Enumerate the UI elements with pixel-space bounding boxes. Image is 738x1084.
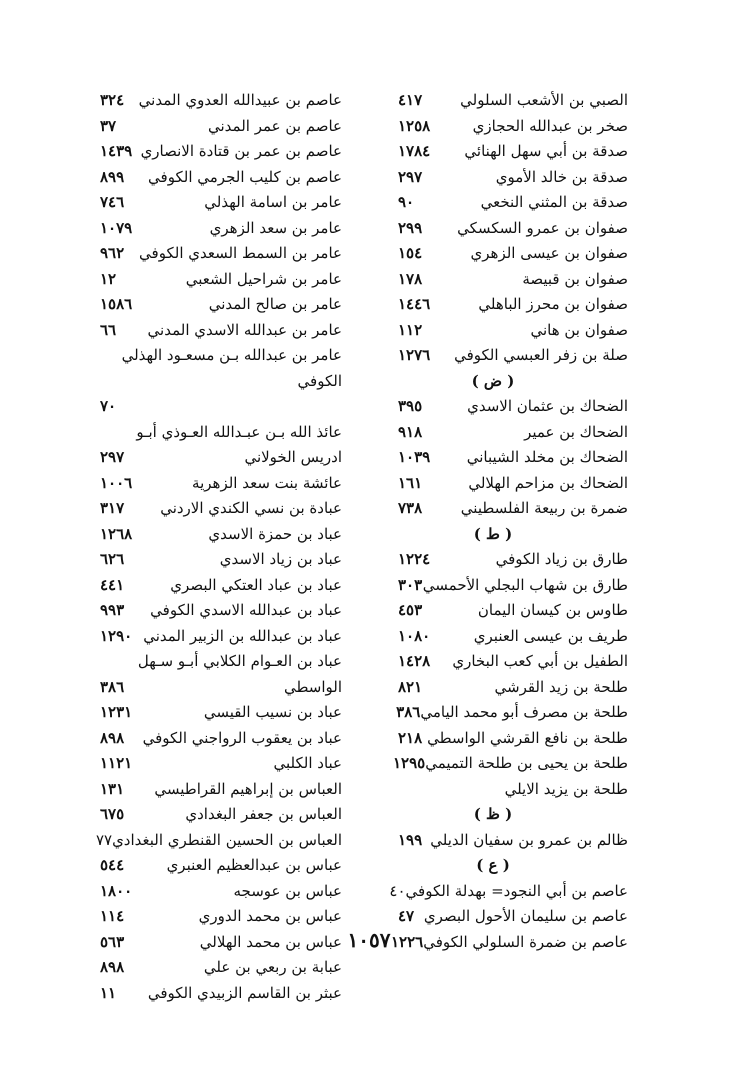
entry-page-number: ١٢٥٨: [398, 116, 431, 135]
section-letter-heading: ( ظ ): [473, 805, 513, 823]
entry-name: طلحة بن مصرف أبو محمد اليامي: [420, 703, 628, 721]
entry-page-number: ١٠٣٩: [398, 448, 431, 466]
entry-name: صفوان بن محرز الباهلي: [478, 295, 628, 313]
entry-page-number: ١٦١: [398, 473, 423, 492]
entry-name: عامر بن عبدالله الاسدي المدني: [147, 320, 342, 339]
index-entry: [100, 649, 342, 675]
entry-name: عباس بن عبدالعظيم العنبري: [166, 856, 342, 874]
index-entry: [100, 624, 342, 650]
index-entry: [100, 904, 342, 930]
entry-page-number: ٧٣٨: [398, 499, 423, 517]
index-entry: [398, 241, 628, 267]
section-letter-heading: ( ض ): [471, 371, 515, 390]
entry-name: طلحة بن زيد القرشي: [494, 677, 628, 696]
index-entry: [100, 522, 342, 548]
entry-name: العباس بن جعفر البغدادي: [185, 805, 342, 823]
entry-name: صفوان بن عيسى الزهري: [470, 244, 628, 262]
entry-name: عائذ الله بـن عبـدالله العـوذي أبـو: [136, 422, 342, 441]
index-entry: [398, 318, 628, 344]
index-entry: [398, 828, 628, 854]
entry-page-number: ٩٩٣: [100, 601, 125, 619]
entry-name: الصبي بن الأشعب السلولي: [460, 91, 628, 109]
index-entry: [398, 292, 628, 318]
entry-name: عباس بن محمد الدوري: [198, 907, 342, 925]
index-entry: [100, 292, 342, 318]
index-entry: [398, 598, 628, 624]
entry-name: عامر بن عبدالله بـن مسعـود الهذلي: [121, 346, 342, 364]
index-entry: [398, 114, 628, 140]
entry-page-number: ٣٨٦: [396, 703, 421, 721]
index-entry: [100, 496, 342, 522]
entry-name: صدقة بن خالد الأموي: [495, 167, 628, 186]
entry-page-number: ١١٤: [100, 907, 125, 925]
index-entry: [398, 165, 628, 191]
entry-page-number: ١٩٩: [398, 830, 423, 849]
entry-page-number: ١٥٨٦: [100, 295, 133, 313]
entry-name: عامر بن سعد الزهري: [209, 218, 342, 237]
entry-name: عباد بن عبدالله بن الزبير المدني: [143, 626, 342, 645]
index-entry: [100, 394, 342, 420]
entry-page-number: ٣٢٤: [100, 91, 125, 109]
entry-name: صلة بن زفر العبسي الكوفي: [454, 346, 628, 364]
index-entry: [100, 88, 342, 114]
entry-page-number: ١٢٩٠: [100, 626, 133, 645]
index-entry: [100, 165, 342, 191]
entry-page-number: ٥٦٣: [100, 932, 125, 951]
entry-name: عامر بن اسامة الهذلي: [204, 193, 342, 211]
entry-name: عباد بن حمزة الاسدي: [208, 524, 342, 543]
index-entry: [398, 394, 628, 420]
index-entry: [398, 700, 628, 726]
entry-name: عاصم بن عمر المدني: [208, 116, 342, 135]
entry-name: عباس بن عوسجه: [233, 881, 342, 900]
index-entry: [398, 904, 628, 930]
right-column: [389, 88, 628, 955]
entry-name: عباد بن العـوام الكلابي أبـو سـهل: [137, 652, 342, 670]
index-entry: [100, 114, 342, 140]
entry-name: صفوان بن هاني: [530, 320, 628, 339]
entry-page-number: ٢٩٩: [398, 218, 423, 237]
index-entry: [100, 777, 342, 803]
entry-name: عبثر بن القاسم الزبيدي الكوفي: [147, 983, 342, 1002]
entry-page-number: ٢٩٧: [398, 167, 423, 186]
entry-name: طارق بن زياد الكوفي: [495, 550, 628, 568]
entry-page-number: ١٢٢٦: [390, 932, 424, 951]
index-entry: [100, 675, 342, 701]
entry-page-number: ١٨٠٠: [100, 881, 133, 900]
index-entry: [100, 751, 342, 777]
entry-page-number: ١٠٠٦: [100, 473, 133, 492]
entry-name: عاصم بن أبي النجود= بهدلة الكوفي٤٠: [389, 881, 628, 900]
entry-name: ظالم بن عمرو بن سفيان الديلي: [430, 830, 628, 849]
section-letter-heading: ( ع ): [476, 856, 510, 874]
entry-page-number: ١٣١: [100, 779, 125, 798]
index-entry: [100, 420, 342, 446]
entry-name: طلحة بن نافع القرشي الواسطي: [427, 728, 628, 747]
entry-page-number: ١٠٧٩: [100, 218, 133, 237]
entry-page-number: ٥٤٤: [100, 856, 125, 874]
entry-name: عبابة بن ربعي بن علي: [203, 958, 342, 976]
entry-page-number: ١٠٨٠: [398, 626, 431, 645]
entry-page-number: ٢٩٧: [100, 448, 125, 466]
section-letter-heading: ( ط ): [473, 524, 513, 543]
entry-page-number: ٤٤١: [100, 575, 125, 594]
entry-page-number: ٤١٧: [398, 91, 423, 109]
index-entry: [398, 675, 628, 701]
index-entry: [398, 726, 628, 752]
index-entry: [389, 879, 628, 905]
entry-page-number: ٤٥٣: [398, 601, 423, 619]
entry-name: صفوان بن قبيصة: [522, 269, 628, 288]
entry-name: الضحاك بن مخلد الشيباني: [466, 448, 628, 466]
index-entry: [398, 547, 628, 573]
entry-page-number: ٢١٨: [398, 728, 423, 747]
index-entry: [100, 190, 342, 216]
index-entry: [100, 343, 342, 369]
index-entry: [398, 420, 628, 446]
entry-name: الضحاك بن عمير: [524, 422, 628, 441]
index-entry: [398, 777, 628, 803]
entry-page-number: ١٢٢٤: [398, 550, 431, 568]
index-entry: [100, 445, 342, 471]
entry-page-number: ١١: [100, 983, 117, 1002]
entry-page-number: ٣٠٣: [398, 575, 423, 594]
index-entry: [100, 879, 342, 905]
entry-name: طاوس بن كيسان اليمان: [477, 601, 628, 619]
entry-name: عاصم بن عبيدالله العدوي المدني: [138, 91, 342, 109]
entry-page-number: ٦٧٥: [100, 805, 125, 823]
index-entry: [398, 88, 628, 114]
entry-name: عباد بن يعقوب الرواجني الكوفي: [142, 728, 342, 747]
index-entry: [100, 573, 342, 599]
entry-name: صفوان بن عمرو السكسكي: [457, 218, 628, 237]
index-entry: [100, 318, 342, 344]
index-entry: [95, 828, 342, 854]
index-entry: [100, 955, 342, 981]
index-entry: [100, 981, 342, 1007]
entry-page-number: ١١٢: [398, 320, 423, 339]
entry-page-number: ٧٠: [100, 397, 117, 415]
left-column: [95, 88, 342, 1006]
index-entry: [100, 853, 342, 879]
entry-page-number: ٨٩٨: [100, 728, 125, 747]
entry-page-number: ١٤٢٨: [398, 652, 431, 670]
entry-name: عاصم بن سليمان الأحول البصري: [423, 907, 628, 925]
entry-page-number: ٣١٧: [100, 499, 125, 517]
index-entry: [398, 573, 628, 599]
entry-name: صدقة بن أبي سهل الهنائي: [464, 142, 628, 160]
entry-name: العباس بن إبراهيم القراطيسي: [154, 779, 342, 798]
entry-name: الضحاك بن عثمان الاسدي: [467, 397, 628, 415]
index-entry: [100, 598, 342, 624]
index-entry: [100, 216, 342, 242]
entry-name: صخر بن عبدالله الحجازي: [472, 116, 628, 135]
index-entry: [398, 445, 628, 471]
index-entry: [398, 649, 628, 675]
entry-page-number: ١٢٩٥: [392, 754, 426, 772]
entry-page-number: ٩٠: [398, 193, 415, 211]
entry-name: عائشة بنت سعد الزهرية: [192, 473, 342, 492]
entry-page-number: ١٤٣٩: [100, 142, 133, 160]
entry-page-number: ٦٢٦: [100, 550, 125, 568]
entry-page-number: ٨٩٨: [100, 958, 125, 976]
index-entry: [398, 343, 628, 369]
entry-name: طلحة بن يحيى بن طلحة التميمي: [425, 754, 628, 772]
entry-page-number: ١٧٨: [398, 269, 423, 288]
index-entry: [100, 700, 342, 726]
index-entry: [100, 802, 342, 828]
entry-page-number: ١٢٣١: [100, 703, 133, 721]
entry-name: عامر بن شراحيل الشعبي: [185, 269, 342, 288]
entry-name: عاصم بن كليب الجرمي الكوفي: [148, 167, 342, 186]
entry-name: عباد بن عبدالله الاسدي الكوفي: [150, 601, 342, 619]
index-entry: [398, 216, 628, 242]
entry-name: طلحة بن يزيد الايلي: [504, 779, 628, 798]
entry-name: عبادة بن نسي الكندي الاردني: [160, 499, 342, 517]
index-entry: [100, 726, 342, 752]
entry-name: العباس بن الحسين القنطري البغدادي٧٧: [95, 830, 342, 849]
entry-page-number: ١٢: [100, 269, 117, 288]
entry-page-number: ٣٧: [100, 116, 117, 135]
entry-page-number: ٦٦: [100, 320, 117, 339]
entry-page-number: ٣٨٦: [100, 677, 125, 696]
entry-name: الطفيل بن أبي كعب البخاري: [452, 652, 628, 670]
index-entry: [398, 496, 628, 522]
entry-name: عباس بن محمد الهلالي: [199, 932, 342, 951]
entry-page-number: ٨٢١: [398, 677, 423, 696]
index-entry: [100, 547, 342, 573]
entry-name: عباد الكلبي: [273, 754, 342, 772]
entry-name: عاصم بن ضمرة السلولي الكوفي: [423, 932, 628, 951]
entry-page-number: ١٢٦٨: [100, 524, 133, 543]
index-entry: [100, 241, 342, 267]
page-number: ١٠٥٧: [347, 928, 391, 952]
entry-name: ادريس الخولاني: [244, 448, 342, 466]
entry-name: عامر بن السمط السعدي الكوفي: [139, 244, 342, 262]
entry-page-number: ٩٦٢: [100, 244, 125, 262]
entry-page-number: ١٧٨٤: [398, 142, 431, 160]
index-entry: [398, 190, 628, 216]
entry-name: صدقة بن المثني النخعي: [480, 193, 628, 211]
index-entry: [398, 624, 628, 650]
entry-page-number: ١٢٧٦: [398, 346, 431, 364]
entry-page-number: ٣٩٥: [398, 397, 423, 415]
entry-name: عامر بن صالح المدني: [208, 295, 342, 313]
entry-page-number: ١١٢١: [100, 754, 133, 772]
entry-name: الواسطي: [283, 677, 342, 696]
index-entry: [398, 139, 628, 165]
entry-page-number: ٨٩٩: [100, 167, 125, 186]
entry-page-number: ٤٧: [398, 907, 415, 925]
entry-page-number: ٧٤٦: [100, 193, 125, 211]
index-entry: [100, 267, 342, 293]
entry-page-number: ١٥٤: [398, 244, 423, 262]
index-entry: [100, 139, 342, 165]
entry-name: الضحاك بن مزاحم الهلالي: [468, 473, 628, 492]
entry-name: عباد بن زياد الاسدي: [219, 550, 342, 568]
index-entry: [392, 751, 628, 777]
entry-name: ضمرة بن ربيعة الفلسطيني: [460, 499, 628, 517]
entry-name: عاصم بن عمر بن قتادة الانصاري: [140, 142, 342, 160]
entry-page-number: ٩١٨: [398, 422, 423, 441]
entry-name: طارق بن شهاب البجلي الأحمسي: [422, 575, 628, 594]
index-entry: [100, 369, 342, 395]
entry-page-number: ١٤٤٦: [398, 295, 431, 313]
entry-name: طريف بن عيسى العنبري: [473, 626, 628, 645]
entry-name: الكوفي: [297, 371, 342, 390]
index-entry: [398, 471, 628, 497]
entry-name: عباد بن نسيب القيسي: [203, 703, 342, 721]
entry-name: عباد بن عباد العتكي البصري: [170, 575, 342, 594]
index-entry: [398, 267, 628, 293]
index-entry: [100, 471, 342, 497]
